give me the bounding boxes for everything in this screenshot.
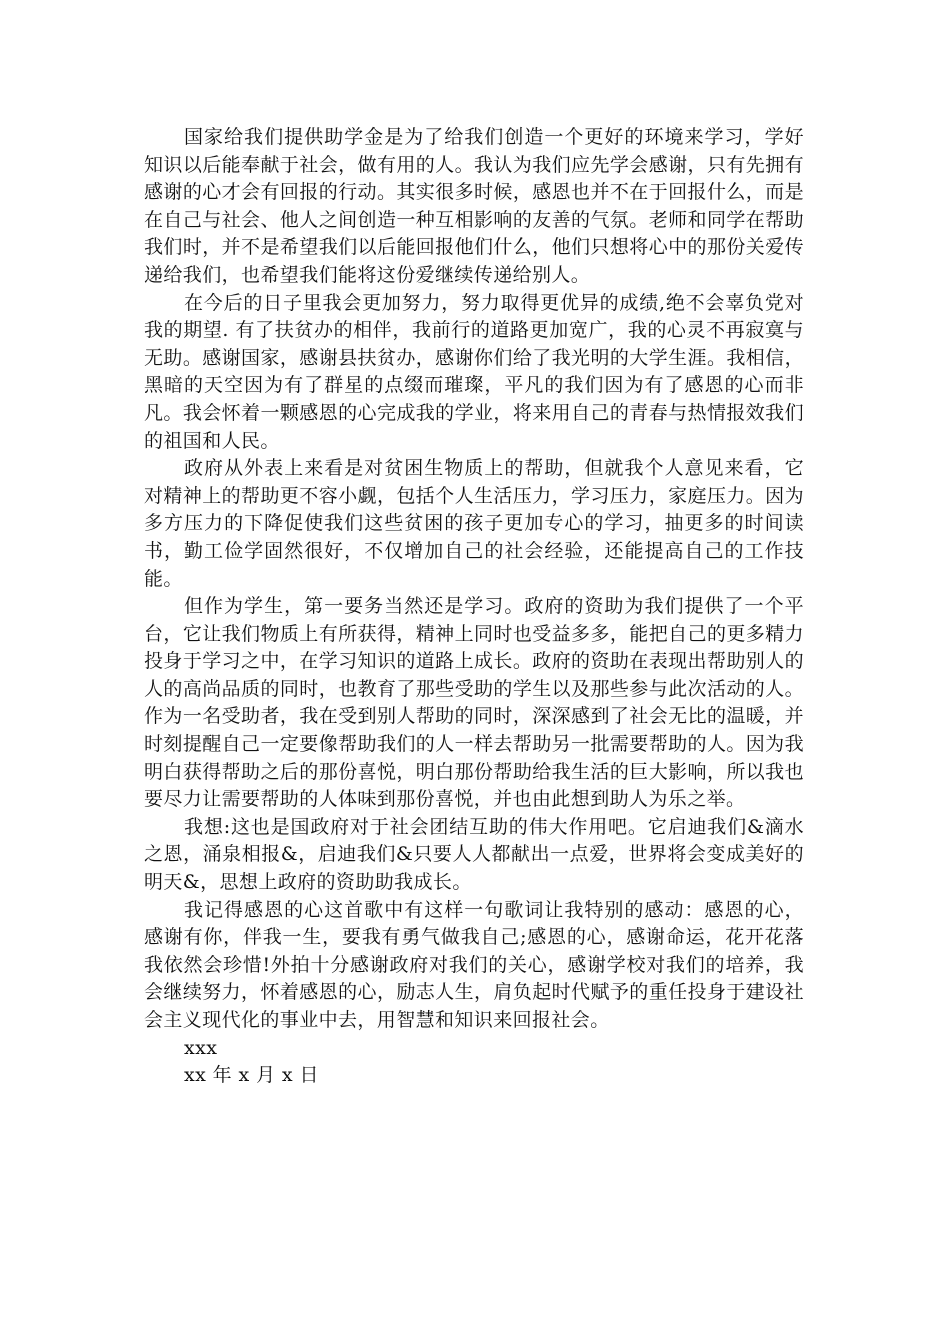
document-body	[144, 124, 804, 1090]
paragraph-5: 我想:这也是国政府对于社会团结互助的伟大作用吧。它启迪我们&滴水之恩，涌泉相报&，启迪我们&只要人人都献出一点爱，世界将会变成美好的明天&，思想上政府的资助助我成长。	[144, 815, 804, 894]
signature-name: xxx	[184, 1036, 218, 1059]
paragraph-3: 政府从外表上来看是对贫困生物质上的帮助，但就我个人意见来看，它对精神上的帮助更不容小觑，包括个人生活压力，学习压力，家庭压力。因为多方压力的下降促使我们这些贫困的孩子更加专心的学习，抽更多的时间读书，勤工俭学固然很好，不仅增加自己的社会经验，还能提高自己的工作技能。	[144, 457, 804, 590]
paragraph-6: 我记得感恩的心这首歌中有这样一句歌词让我特别的感动：感恩的心，感谢有你，伴我一生，要我有勇气做我自己;感恩的心，感谢命运，花开花落我依然会珍惜!外拍十分感谢政府对我们的关心，感谢学校对我们的培养，我会继续努力，怀着感恩的心，励志人生，肩负起时代赋予的重任投身于建设社会主义现代化的事业中去，用智慧和知识来回报社会。	[144, 898, 804, 1031]
paragraph-2: 在今后的日子里我会更加努力，努力取得更优异的成绩,绝不会辜负党对我的期望. 有了扶贫办的相伴，我前行的道路更加宽广，我的心灵不再寂寞与无助。感谢国家，感谢县扶贫办，感谢你们给了我光明的大学生涯。我相信，黑暗的天空因为有了群星的点缀而璀璨，平凡的我们因为有了感恩的心而非凡。我会怀着一颗感恩的心完成我的学业，将来用自己的青春与热情报效我们的祖国和人民。	[144, 291, 804, 452]
paragraph-4: 但作为学生，第一要务当然还是学习。政府的资助为我们提供了一个平台，它让我们物质上有所获得，精神上同时也受益多多，能把自己的更多精力投身于学习之中，在学习知识的道路上成长。政府的资助在表现出帮助别人的人的高尚品质的同时，也教育了那些受助的学生以及那些参与此次活动的人。作为一名受助者，我在受到别人帮助的同时，深深感到了社会无比的温暖，并时刻提醒自己一定要像帮助我们的人一样去帮助另一批需要帮助的人。因为我明白获得帮助之后的那份喜悦，明白那份帮助给我生活的巨大影响，所以我也要尽力让需要帮助的人体味到那份喜悦，并也由此想到助人为乐之举。	[144, 595, 804, 811]
signature-date: xx 年 x 月 x 日	[184, 1064, 319, 1087]
paragraph-1: 国家给我们提供助学金是为了给我们创造一个更好的环境来学习，学好知识以后能奉献于社会，做有用的人。我认为我们应先学会感谢，只有先拥有感谢的心才会有回报的行动。其实很多时候，感恩也并不在于回报什么，而是在自己与社会、他人之间创造一种互相影响的友善的气氛。老师和同学在帮助我们时，并不是希望我们以后能回报他们什么，他们只想将心中的那份关爱传递给我们，也希望我们能将这份爱继续传递给别人。	[144, 126, 804, 286]
